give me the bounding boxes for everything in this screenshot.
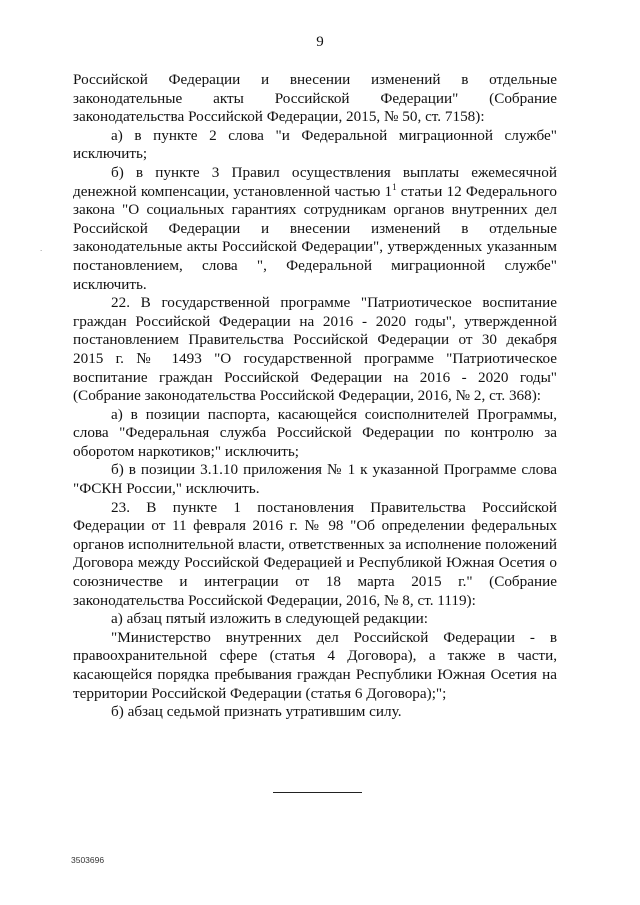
paragraph-22a: а) в позиции паспорта, касающейся соисполнителей Программы, слова "Федеральная служба Российской Федерации по контролю за оборотом наркотиков;" исключить; — [73, 405, 557, 460]
paragraph-22b: б) в позиции 3.1.10 приложения № 1 к указанной Программе слова "ФСКН России," исключить. — [73, 461, 557, 498]
paragraph-continuation: Российской Федерации и внесении изменений в отдельные законодательные акты Российской Федерации" (Собрание законодательства Российской Федерации, 2015, № 50, ст. 7158): — [73, 71, 557, 126]
paragraph-21a: а) в пункте 2 слова "и Федеральной миграционной службе" исключить; — [73, 126, 557, 163]
paragraph-22: 22. В государственной программе "Патриотическое воспитание граждан Российской Федерации на 2016 - 2020 годы", утвержденной постановлением Правительства Российской Федерации от 30 декабря 2015 г. № 1493 "О государственной программе "Патриотическое воспитание граждан Российской Федерации на 2016 - 2020 годы" (Собрание законодательства Российской Федерации, 2016, № 2, ст. 368): — [73, 294, 557, 405]
superscript-1: 1 — [392, 181, 397, 192]
paragraph-23a: а) абзац пятый изложить в следующей редакции: — [111, 610, 428, 628]
document-body — [73, 71, 557, 722]
paragraph-21b-part1: б) в пункте 3 Правил осуществления выплаты ежемесячной денежной компенсации, установленной частью 1 — [73, 163, 557, 200]
paragraph-21b-part2: статьи 12 Федерального закона "О социальных гарантиях сотрудникам органов внутренних дел Российской Федерации и внесении изменений в отдельные законодательные акты Российской Федерации", утвержденных указанным постановлением, слова ", Федеральной миграционной службе" исключить. — [73, 182, 558, 293]
paragraph-23a-quote: "Министерство внутренних дел Российской Федерации - в правоохранительной сфере (статья 4 Договора), а также в части, касающейся порядка пребывания граждан Республики Южная Осетия на территории Российской Федерации (статья 6 Договора);"; — [73, 628, 557, 702]
paragraph-23: 23. В пункте 1 постановления Правительства Российской Федерации от 11 февраля 2016 г. № 98 "Об определении федеральных органов исполнительной власти, ответственных за исполнение положений Договора между Российской Федерацией и Республикой Южная Осетия о союзничестве и интеграции от 18 марта 2015 г." (Собрание законодательства Российской Федерации, 2016, № 8, ст. 1119): — [73, 498, 557, 609]
paragraph-21b — [73, 164, 557, 294]
paragraph-23b: б) абзац седьмой признать утратившим силу. — [111, 703, 402, 721]
page-number: 9 — [316, 34, 324, 50]
end-of-document-rule — [273, 792, 362, 793]
margin-mark: . — [40, 244, 43, 253]
document-code: 3503696 — [71, 855, 105, 865]
